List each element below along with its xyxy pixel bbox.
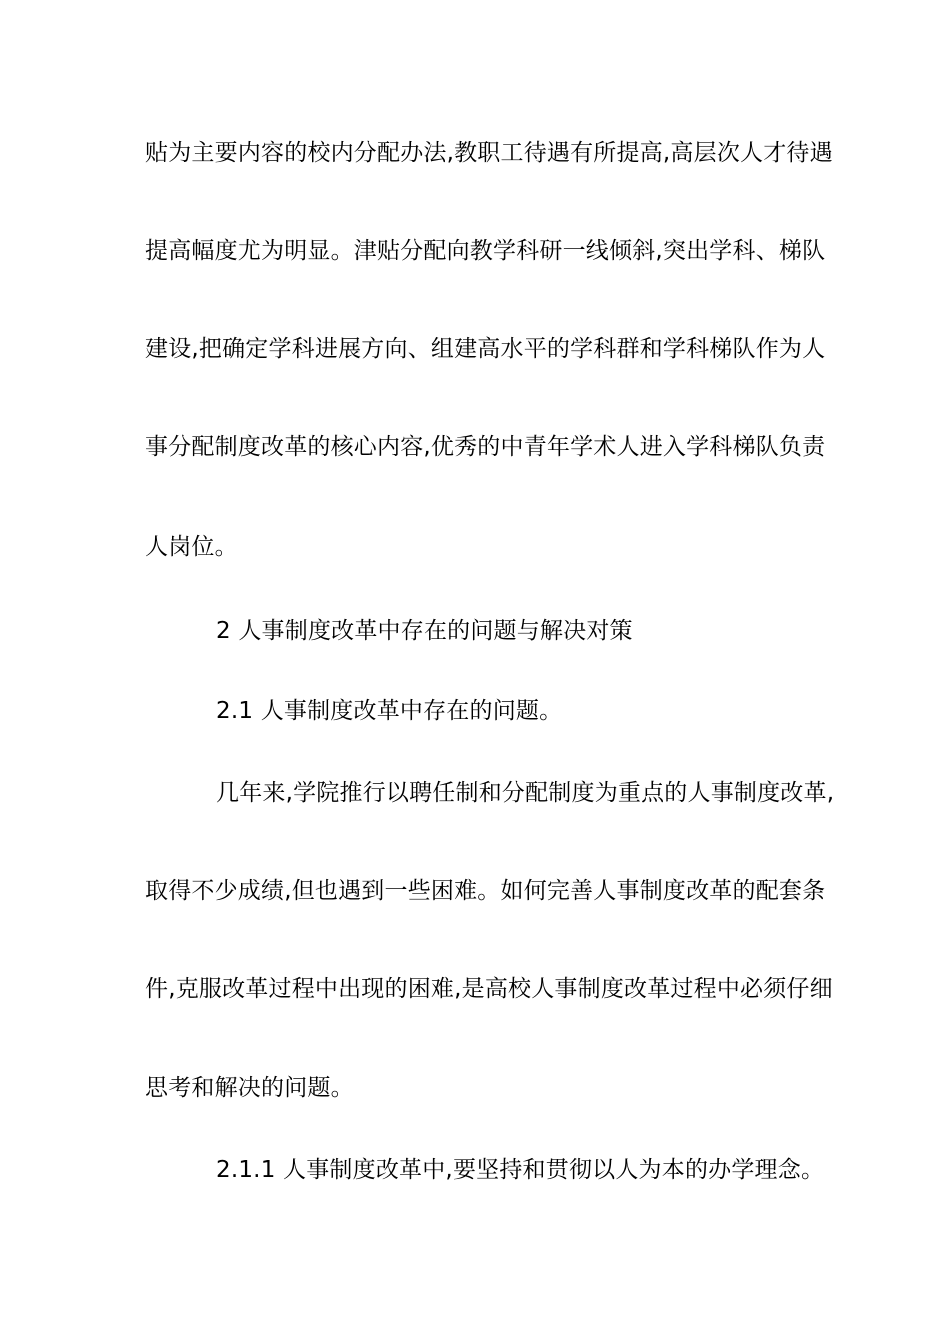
paragraph-line-4: 事分配制度改革的核心内容,优秀的中青年学术人进入学科梯队负责 (145, 434, 826, 460)
paragraph-line-1: 贴为主要内容的校内分配办法,教职工待遇有所提高,高层次人才待遇 (145, 140, 833, 166)
section-heading-2: 2 人事制度改革中存在的问题与解决对策 (216, 618, 633, 644)
subsection-heading-2-1: 2.1 人事制度改革中存在的问题。 (216, 698, 563, 724)
paragraph-line-8: 件,克服改革过程中出现的困难,是高校人事制度改革过程中必须仔细 (145, 976, 833, 1002)
paragraph-line-9: 思考和解决的问题。 (145, 1075, 354, 1101)
paragraph-line-2: 提高幅度尤为明显。津贴分配向教学科研一线倾斜,突出学科、梯队 (145, 238, 826, 264)
paragraph-line-5: 人岗位。 (145, 534, 238, 560)
paragraph-line-7: 取得不少成绩,但也遇到一些困难。如何完善人事制度改革的配套条 (145, 878, 826, 904)
subsection-heading-2-1-1: 2.1.1 人事制度改革中,要坚持和贯彻以人为本的办学理念。 (216, 1157, 825, 1183)
paragraph-line-6: 几年来,学院推行以聘任制和分配制度为重点的人事制度改革, (216, 780, 835, 806)
paragraph-line-3: 建设,把确定学科进展方向、组建高水平的学科群和学科梯队作为人 (145, 336, 826, 362)
